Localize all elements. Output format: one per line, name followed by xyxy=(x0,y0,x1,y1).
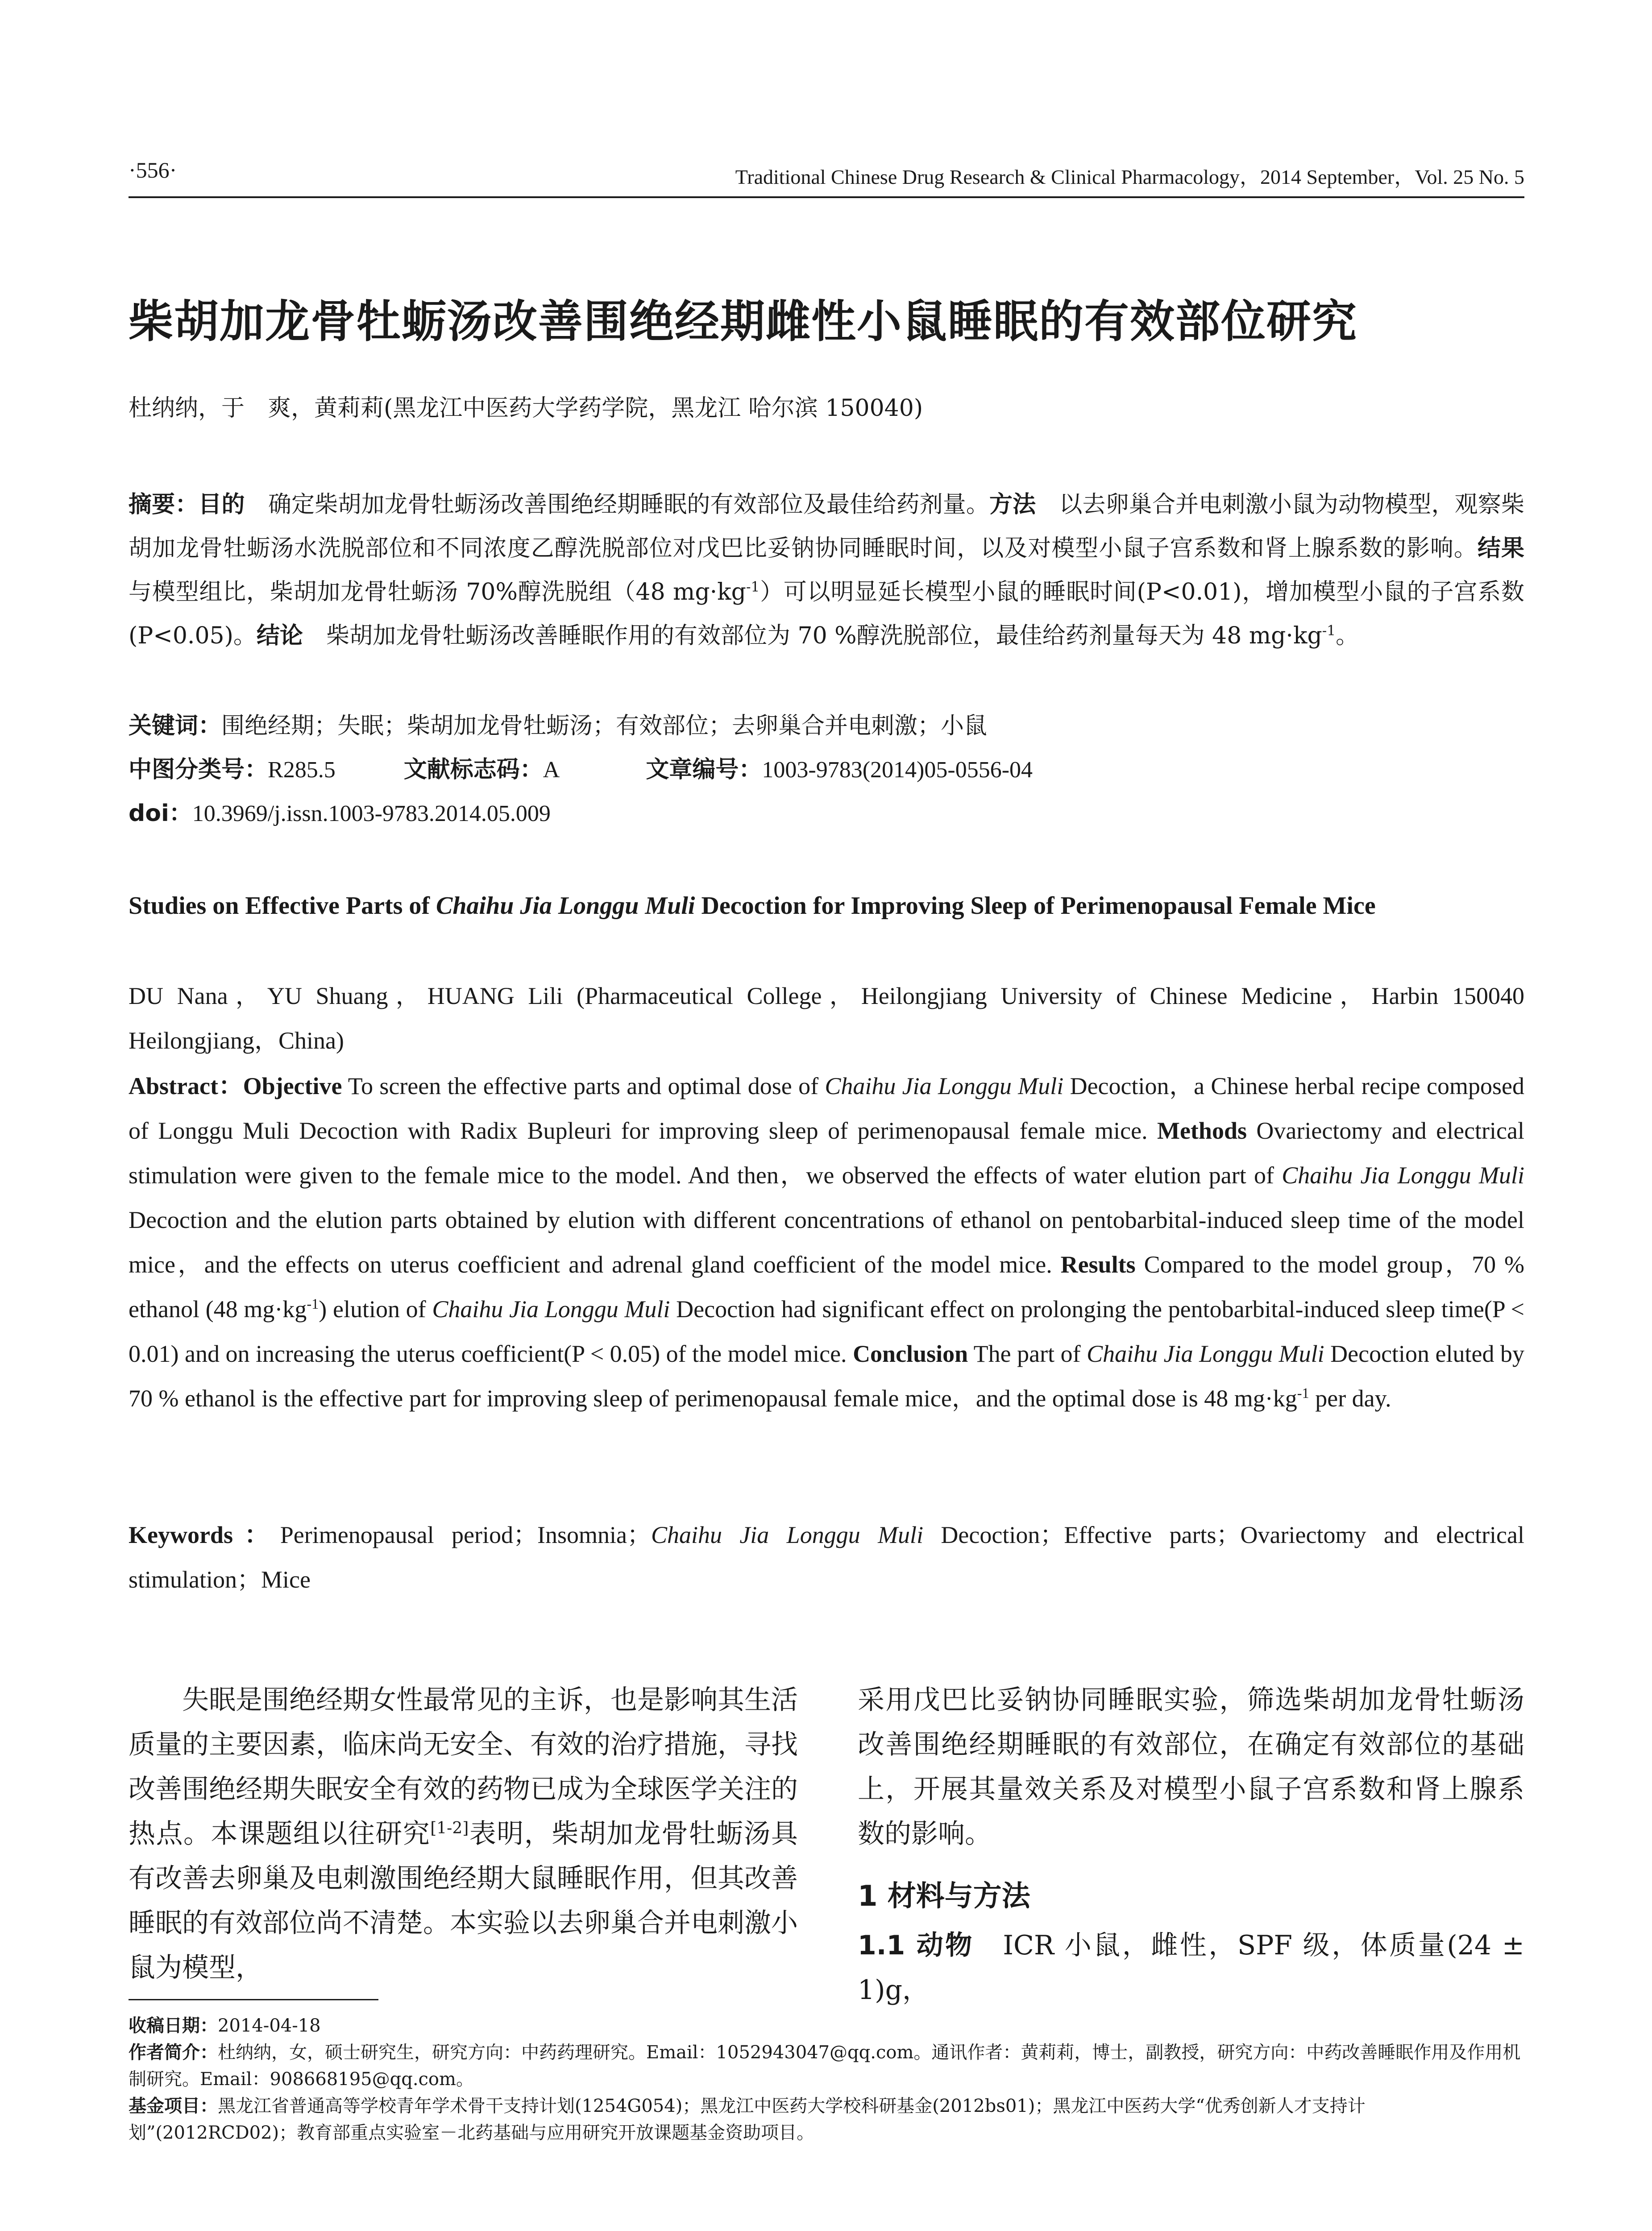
intro-text: 失眠是围绝经期女性最常见的主诉，也是影响其生活质量的主要因素，临床尚无安全、有效的治疗措施，寻找改善围绝经期失眠安全有效的药物已成为全球医学关注的热点。本课题组以往研究 xyxy=(129,1684,798,1849)
recipe-name: Chaihu Jia Longgu Muli xyxy=(651,1522,924,1548)
abstract-text: Compared to the model group，70 % ethanol (48 mg·kg xyxy=(129,1251,1524,1323)
intro-paragraph xyxy=(129,1678,798,1990)
article-no-value: 1003-9783(2014)05-0556-04 xyxy=(762,757,1033,783)
english-abstract xyxy=(129,1064,1524,1421)
keywords-label: 关键词： xyxy=(129,713,222,739)
footnote-rule xyxy=(129,1999,378,2000)
results-text-cont: ）可以明显延长模型小鼠的睡眠时间(P<0.01)，增加模型小鼠的子宫系数(P<0.05)。 xyxy=(129,579,1524,649)
doi-value: 10.3969/j.issn.1003-9783.2014.05.009 xyxy=(192,801,551,826)
doc-code-label: 文献标志码： xyxy=(403,756,543,783)
methods-label: 方法 xyxy=(989,491,1036,518)
abstract-text: ) elution of xyxy=(319,1296,432,1323)
results-label: Results xyxy=(1060,1251,1136,1278)
abstract-label: 摘要： xyxy=(129,491,199,518)
results-text: 与模型组比，柴胡加龙骨牡蛎汤 70%醇洗脱组（48 mg·kg xyxy=(129,579,746,605)
footnote-fund xyxy=(129,2093,1524,2146)
body-left-column xyxy=(129,1678,798,1990)
footnote-author xyxy=(129,2039,1524,2093)
abstract-text: Decoction eluted by 70 % ethanol is the effective part for improving sleep of perimenopausal female mice，and the optimal dose is 48 mg·kg xyxy=(129,1340,1524,1412)
keywords-text: Decoction；Effective parts；Ovariectomy and electrical stimulation；Mice xyxy=(129,1522,1524,1593)
methods-label: Methods xyxy=(1157,1117,1247,1144)
running-head: Traditional Chinese Drug Research & Clinical Pharmacology，2014 September，Vol. 25 No. 5 xyxy=(735,166,1524,188)
recipe-name: Chaihu Jia Longgu Muli xyxy=(1282,1162,1524,1189)
recipe-name: Chaihu Jia Longgu Muli xyxy=(1087,1340,1324,1367)
recipe-name: Chaihu Jia Longgu Muli xyxy=(825,1073,1064,1099)
body-right-column xyxy=(858,1678,1524,2012)
conclusion-label: Conclusion xyxy=(853,1340,968,1367)
subsection-text: ICR 小鼠，雌性，SPF 级，体质量(24 ± 1)g， xyxy=(858,1930,1525,2006)
conclusion-text: 柴胡加龙骨牡蛎汤改善睡眠作用的有效部位为 70 %醇洗脱部位，最佳给药剂量每天为 48 mg·kg xyxy=(326,622,1322,649)
section-heading: 1 材料与方法 xyxy=(858,1880,1030,1913)
keywords-label: Keywords： xyxy=(129,1522,280,1548)
objective-text: 确定柴胡加龙骨牡蛎汤改善围绝经期睡眠的有效部位及最佳给药剂量。 xyxy=(268,491,989,518)
keywords-text: 围绝经期；失眠；柴胡加龙骨牡蛎汤；有效部位；去卵巢合并电刺激；小鼠 xyxy=(221,713,988,739)
doc-code-value: A xyxy=(543,757,560,783)
english-authors: DU Nana，YU Shuang，HUANG Lili (Pharmaceutical College，Heilongjiang University of Chinese Medicine，Harbin 150040 Heilongjiang，China) xyxy=(129,983,1524,1054)
intro-paragraph-cont: 采用戊巴比妥钠协同睡眠实验，筛选柴胡加龙骨牡蛎汤改善围绝经期睡眠的有效部位，在确定有效部位的基础上，开展其量效关系及对模型小鼠子宫系数和肾上腺系数的影响。 xyxy=(858,1684,1524,1849)
objective-label: Objective xyxy=(243,1073,342,1099)
english-title-italic: Chaihu Jia Longgu Muli xyxy=(436,892,695,920)
superscript: -1 xyxy=(307,1296,319,1312)
objective-label: 目的 xyxy=(198,491,245,518)
received-label: 收稿日期： xyxy=(129,2015,218,2036)
page-number: ·556· xyxy=(129,158,177,182)
conclusion-label: 结论 xyxy=(256,622,303,649)
chinese-keywords xyxy=(129,704,1524,748)
conclusion-superscript: -1 xyxy=(1322,622,1336,639)
methods-text: 以去卵巢合并电刺激小鼠为动物模型，观察柴胡加龙骨牡蛎汤水洗脱部位和不同浓度乙醇洗脱部位对戊巴比妥钠协同睡眠时间，以及对模型小鼠子宫系数和肾上腺系数的影响。 xyxy=(129,491,1524,562)
english-title-part: Decoction for Improving Sleep of Perimenopausal Female Mice xyxy=(695,892,1376,920)
intro-text: 表明，柴胡加龙骨牡蛎汤具有改善去卵巢及电刺激围绝经期大鼠睡眠作用，但其改善睡眠的有效部位尚不清楚。本实验以去卵巢合并电刺激小鼠为模型， xyxy=(129,1818,798,1983)
chinese-title: 柴胡加龙骨牡蛎汤改善围绝经期雌性小鼠睡眠的有效部位研究 xyxy=(129,295,1357,348)
abstract-text: Ovariectomy and electrical stimulation were given to the female mice to the model. And then，we observed the effects of water elution part of xyxy=(129,1117,1524,1189)
abstract-text: To screen the effective parts and optimal dose of xyxy=(342,1073,825,1099)
conclusion-text-end: 。 xyxy=(1336,622,1359,649)
received-value: 2014-04-18 xyxy=(218,2015,321,2036)
abstract-label: Abstract： xyxy=(129,1073,243,1099)
author-text: 杜纳纳，女，硕士研究生，研究方向：中药药理研究。Email：1052943047@qq.com。通讯作者：黄莉莉，博士，副教授，研究方向：中药改善睡眠作用及作用机制研究。Email：908668195@qq.com。 xyxy=(129,2042,1521,2090)
citation: [1-2] xyxy=(430,1819,469,1837)
english-title xyxy=(129,883,1524,928)
keywords-text: Perimenopausal period；Insomnia； xyxy=(280,1522,651,1548)
doi-line xyxy=(129,792,1524,836)
author-label: 作者简介： xyxy=(129,2042,218,2063)
abstract-text: Decoction，a Chinese herbal recipe composed of Longgu Muli Decoction with Radix Bupleuri for improving sleep of perimenopausal female mice. xyxy=(129,1073,1525,1144)
abstract-text: The part of xyxy=(968,1340,1087,1367)
abstract-text: per day. xyxy=(1309,1385,1391,1412)
recipe-name: Chaihu Jia Longgu Muli xyxy=(432,1296,670,1323)
class-label: 中图分类号： xyxy=(129,756,268,783)
doi-label: doi： xyxy=(129,800,192,827)
header-rule xyxy=(129,196,1524,198)
class-value: R285.5 xyxy=(268,757,336,783)
results-label: 结果 xyxy=(1477,535,1524,562)
abstract-text: Decoction had significant effect on prolonging the pentobarbital-induced sleep time(P < 0.01) and on increasing the uterus coefficient(P < 0.05) of the model mice. xyxy=(129,1296,1524,1367)
english-title-part: Studies on Effective Parts of xyxy=(129,892,436,920)
fund-text: 黑龙江省普通高等学校青年学术骨干支持计划(1254G054)；黑龙江中医药大学校科研基金(2012bs01)；黑龙江中医药大学“优秀创新人才支持计划”(2012RCD02)；教育部重点实验室－北药基础与应用研究开放课题基金资助项目。 xyxy=(129,2096,1366,2143)
subsection-label: 1.1 动物 xyxy=(858,1930,974,1961)
footnote-received xyxy=(129,2012,1524,2039)
english-keywords xyxy=(129,1513,1524,1602)
article-no-label: 文章编号： xyxy=(646,756,762,783)
superscript: -1 xyxy=(1297,1385,1309,1402)
chinese-abstract xyxy=(129,483,1524,658)
fund-label: 基金项目： xyxy=(129,2096,218,2116)
classification-line xyxy=(129,748,1524,792)
chinese-authors: 杜纳纳，于 爽，黄莉莉(黑龙江中医药大学药学院，黑龙江 哈尔滨 150040) xyxy=(129,395,923,422)
abstract-text: Decoction and the elution parts obtained by elution with different concentrations of ethanol on pentobarbital-induced sleep time of the model mice，and the effects on uterus coefficient and adrenal gland coefficient of the model mice. xyxy=(129,1207,1524,1278)
results-superscript: -1 xyxy=(746,579,760,595)
subsection-paragraph xyxy=(858,1923,1524,2012)
